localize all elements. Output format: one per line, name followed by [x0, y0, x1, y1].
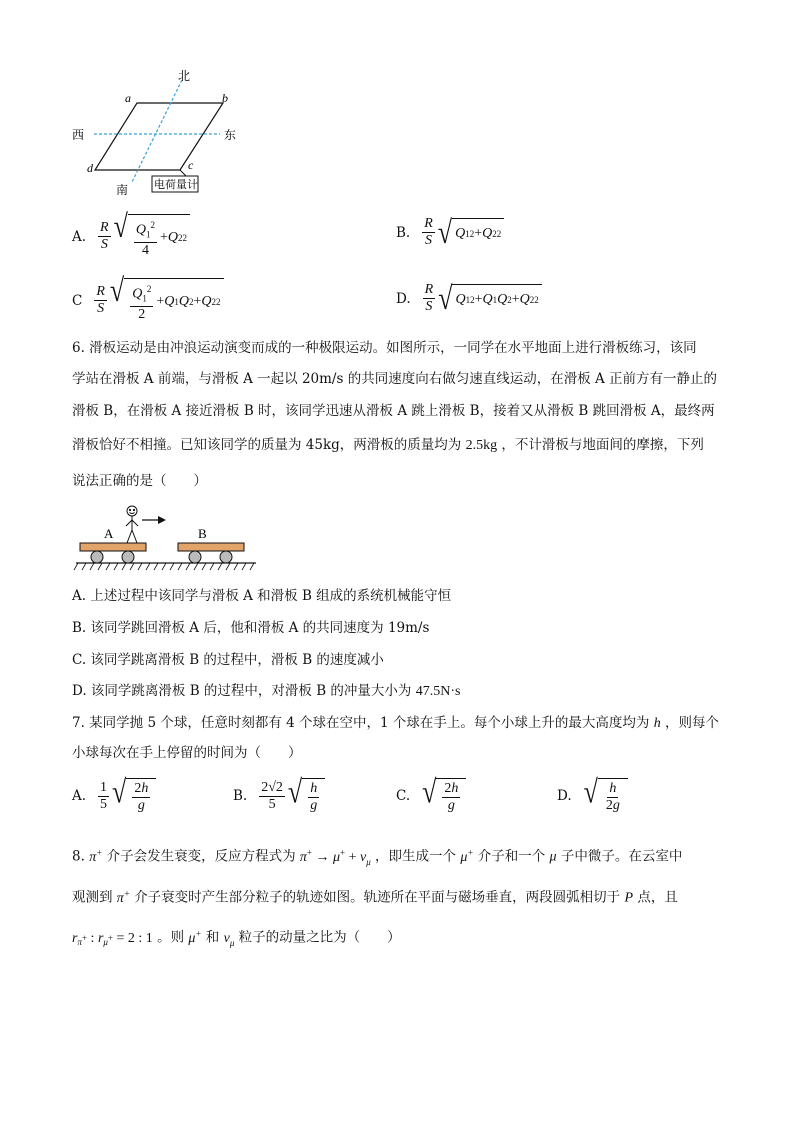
option-label: B.: [396, 224, 411, 241]
wheel-icon: [122, 551, 134, 563]
label-south: 南: [116, 183, 129, 197]
radius-ratio: $r_{\pi^+}$ : $r_{\mu^+} = 2$ : 1: [72, 930, 153, 948]
q6-option-d-text: D. 该同学跳离滑板 B 的过程中，对滑板 B 的冲量大小为: [72, 683, 412, 699]
q6-line-3: 滑板 B，在滑板 A 接近滑板 B 时，该同学迅速从滑板 A 跳上滑板 B，接着又从滑板 B 跳回滑板 A，最终两: [72, 403, 715, 419]
skateboard-figure: [72, 502, 258, 576]
fraction-r-over-s: $\frac{R}{S}$: [96, 284, 105, 317]
q8-line-3-and: 和: [205, 929, 220, 946]
parallelogram-abcd: [95, 103, 223, 170]
q6-option-b: B. 该同学跳回滑板 A 后，他和滑板 A 的共同速度为 19m/s: [72, 620, 430, 636]
label-north: 北: [178, 69, 191, 83]
q6-line-1: 6. 滑板运动是由冲浪运动演变而成的一种极限运动。如图所示，一同学在水平地面上进行滑板练习，该同: [72, 340, 697, 356]
label-west: 西: [72, 128, 85, 142]
ground-hatching: [74, 563, 254, 570]
skateboard-a: [80, 543, 146, 551]
compass-parallelogram-figure: [70, 66, 260, 198]
vertex-a: a: [125, 91, 131, 105]
q7-option-b: [233, 773, 325, 814]
q5-option-a: [72, 208, 190, 259]
arrow-right-icon: [142, 516, 166, 524]
q6-option-c: C. 该同学跳离滑板 B 的过程中，滑板 B 的速度减小: [72, 652, 384, 668]
option-label: D.: [557, 788, 572, 804]
decay-equation: $\pi^+ \to \mu^+ + \nu_\mu$: [299, 847, 371, 867]
q8-line-2-text: 观测到: [72, 889, 113, 906]
q6-line-4-text: 滑板恰好不相撞。已知该同学的质量为 45kg，两滑板的质量均为: [72, 437, 462, 453]
option-label: A.: [72, 228, 87, 245]
q7-line-1: [72, 714, 719, 733]
option-label: A.: [72, 788, 87, 804]
sqrt-expression: √ $\frac{h}{2g}$: [584, 778, 628, 814]
sqrt-expression: √ Q 1 2 + Q 1 Q 2 + Q 2 2: [438, 284, 542, 314]
q7-line-1-tail: ，则每个: [665, 715, 719, 731]
q8-line-2-text-3: 点，且: [637, 889, 678, 906]
q8-line-3-tail: 粒子的动量之比为（ ）: [238, 929, 401, 946]
q5-option-b: [396, 213, 504, 250]
muon-symbol: μ+: [188, 928, 202, 946]
sqrt-expression: √ $\frac{h}{g}$: [288, 778, 325, 814]
option-label: C: [72, 292, 83, 309]
charge-meter-label: 电荷量计: [154, 179, 198, 191]
wheel-icon: [220, 551, 232, 563]
q6-line-4: [72, 436, 704, 455]
fraction-r-over-s: $\frac{R}{S}$: [100, 220, 109, 253]
q8-line-2-text-2: 介子衰变时产生部分粒子的轨迹如图。轨迹所在平面与磁场垂直，两段圆弧相切于: [134, 889, 621, 906]
wheel-icon: [189, 551, 201, 563]
person-icon: [126, 506, 138, 543]
label-east: 东: [224, 128, 237, 142]
pion-symbol: π+: [89, 847, 103, 865]
sqrt-expression: √ Q 1 2 + Q 2 2: [438, 218, 504, 248]
q6-mass-value: 2.5kg: [465, 438, 498, 453]
fraction-r-over-s: $\frac{R}{S}$: [424, 216, 433, 248]
fraction-two-root-two-over-five: $\frac{2√2}{5}$: [261, 779, 283, 812]
label-board-b: B: [198, 526, 207, 541]
label-board-a: A: [104, 526, 114, 541]
sqrt-expression: √ $\frac{Q_1^2}{4}$ + Q 2 2: [114, 214, 190, 259]
q7-line-2: 小球每次在手上停留的时间为（ ）: [72, 745, 302, 761]
q6-option-d: [72, 682, 460, 701]
vertex-d: d: [87, 161, 93, 175]
q6-line-5: 说法正确的是（ ）: [72, 473, 207, 489]
q8-line-3: [72, 924, 401, 951]
q8-number: 8.: [72, 848, 85, 865]
q8-line-1-text: 介子会发生衰变，反应方程式为: [106, 848, 296, 865]
vertex-c: c: [188, 158, 194, 172]
q6-line-4-tail: ，不计滑板与地面间的摩擦，下列: [501, 437, 704, 453]
q7-height-symbol: h: [653, 716, 661, 731]
neutrino-symbol: $\nu_\mu$: [223, 930, 235, 948]
q5-option-d: [396, 279, 542, 316]
north-south-axis: [132, 80, 182, 182]
q5-option-c: [72, 272, 224, 323]
fraction-r-over-s: $\frac{R}{S}$: [424, 282, 434, 314]
q8-line-2: [72, 884, 678, 908]
sqrt-expression: √ $\frac{2h}{g}$: [112, 778, 156, 814]
q6-option-a: A. 上述过程中该同学与滑板 A 和滑板 B 组成的系统机械能守恒: [72, 588, 452, 604]
skateboard-b: [178, 543, 244, 551]
q8-line-1-text-2: ，即生成一个: [375, 848, 457, 865]
sqrt-expression: √ $\frac{Q_1^2}{2}$ + Q 1 Q 2 + Q 2 2: [110, 278, 224, 323]
sqrt-expression: √ $\frac{2h}{g}$: [422, 778, 466, 814]
option-label: C.: [396, 788, 411, 804]
option-label: B.: [233, 788, 248, 804]
q7-option-d: [557, 773, 628, 814]
q8-line-1-text-4: 子中微子。在云室中: [560, 848, 683, 865]
pion-symbol: π+: [116, 888, 130, 906]
q8-line-3-text: 。则: [157, 929, 185, 946]
q7-option-a: [72, 773, 156, 814]
q6-line-2: 学站在滑板 A 前端，与滑板 A 一起以 20m/s 的共同速度向右做匀速直线运动，在滑板 A 正前方有一静止的: [72, 371, 718, 387]
q8-line-1: [72, 843, 682, 870]
muon-symbol: μ+: [460, 847, 474, 865]
mu-symbol: μ: [549, 849, 557, 865]
wheel-icon: [91, 551, 103, 563]
vertex-b: b: [222, 91, 228, 105]
q7-line-1-text: 7. 某同学抛 5 个球，任意时刻都有 4 个球在空中，1 个球在手上。每个小球上升的最大高度均为: [72, 715, 650, 731]
q8-line-1-text-3: 介子和一个: [477, 848, 546, 865]
point-p-symbol: P: [624, 890, 634, 906]
q6-impulse-value: 47.5N·s: [415, 684, 461, 699]
option-label: D.: [396, 290, 411, 307]
q7-option-c: [396, 773, 466, 814]
fraction-one-fifth: $\frac{1}{5}$: [100, 779, 108, 812]
